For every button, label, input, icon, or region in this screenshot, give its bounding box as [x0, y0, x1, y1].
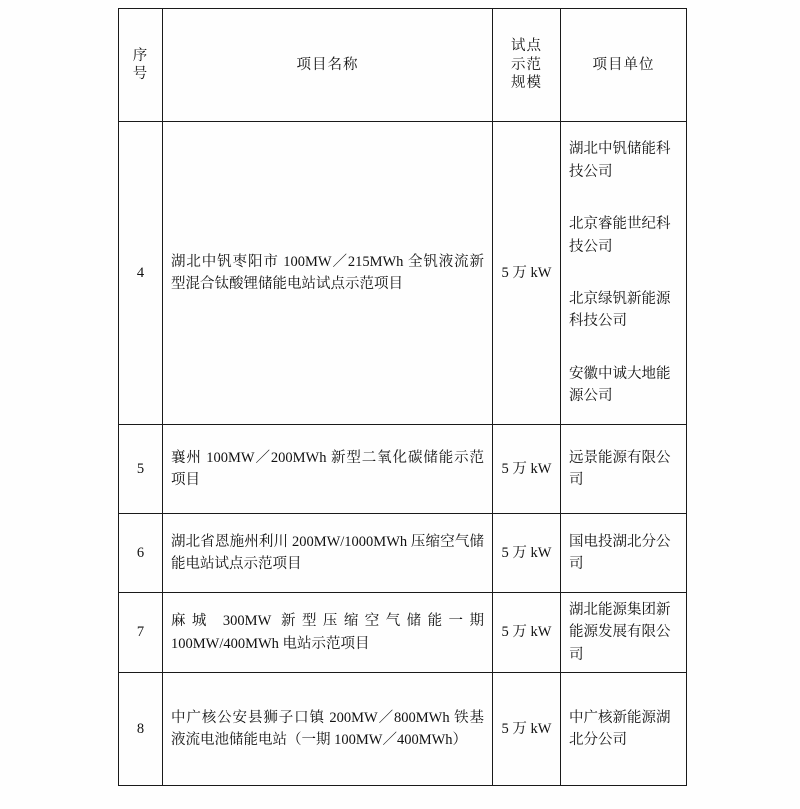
project-unit-entry: 北京绿钒新能源科技公司	[569, 291, 671, 330]
cell-project-name: 中广核公安县狮子口镇 200MW／800MWh 铁基液流电池储能电站（一期 100MW／400MWh）	[163, 673, 493, 786]
cell-project-name: 湖北省恩施州利川 200MW/1000MWh 压缩空气储能电站试点示范项目	[163, 514, 493, 593]
cell-sequence: 4	[119, 122, 163, 425]
table-row	[119, 514, 687, 593]
table-row	[119, 122, 687, 425]
table-row	[119, 673, 687, 786]
project-unit-entry: 国电投湖北分公司	[569, 533, 671, 572]
cell-pilot-scale: 5 万 kW	[493, 673, 561, 786]
cell-sequence: 6	[119, 514, 163, 593]
cell-pilot-scale: 5 万 kW	[493, 514, 561, 593]
project-unit-entry: 中广核新能源湖北分公司	[569, 709, 671, 749]
table-body	[119, 122, 687, 786]
project-unit-entry: 安徽中诚大地能源公司	[569, 365, 671, 405]
project-unit-entry: 湖北中钒储能科技公司	[569, 141, 671, 180]
column-header-pilot-scale: 试点 示范 规模	[493, 9, 561, 122]
column-header-project-unit: 项目单位	[561, 9, 687, 122]
cell-pilot-scale: 5 万 kW	[493, 425, 561, 514]
cell-project-name: 襄州 100MW／200MWh 新型二氧化碳储能示范项目	[163, 425, 493, 514]
cell-sequence: 7	[119, 593, 163, 673]
project-unit-entry: 北京睿能世纪科技公司	[569, 216, 671, 255]
cell-project-unit	[561, 514, 687, 593]
project-table	[118, 8, 687, 786]
cell-sequence: 5	[119, 425, 163, 514]
table-header	[119, 9, 687, 122]
column-header-project-name: 项目名称	[163, 9, 493, 122]
table-row	[119, 425, 687, 514]
table-row	[119, 593, 687, 673]
column-header-sequence: 序 号	[119, 9, 163, 122]
cell-project-name: 湖北中钒枣阳市 100MW／215MWh 全钒液流新型混合钛酸锂储能电站试点示范项目	[163, 122, 493, 425]
project-unit-entry: 远景能源有限公司	[569, 449, 671, 488]
cell-project-unit	[561, 673, 687, 786]
project-unit-entry: 湖北能源集团新能源发展有限公司	[569, 602, 671, 663]
cell-pilot-scale: 5 万 kW	[493, 122, 561, 425]
cell-project-unit	[561, 122, 687, 425]
cell-project-unit	[561, 593, 687, 673]
cell-sequence: 8	[119, 673, 163, 786]
table-header-row	[119, 9, 687, 122]
cell-project-unit	[561, 425, 687, 514]
cell-pilot-scale: 5 万 kW	[493, 593, 561, 673]
cell-project-name: 麻城 300MW 新型压缩空气储能一期 100MW/400MWh 电站示范项目	[163, 593, 493, 673]
